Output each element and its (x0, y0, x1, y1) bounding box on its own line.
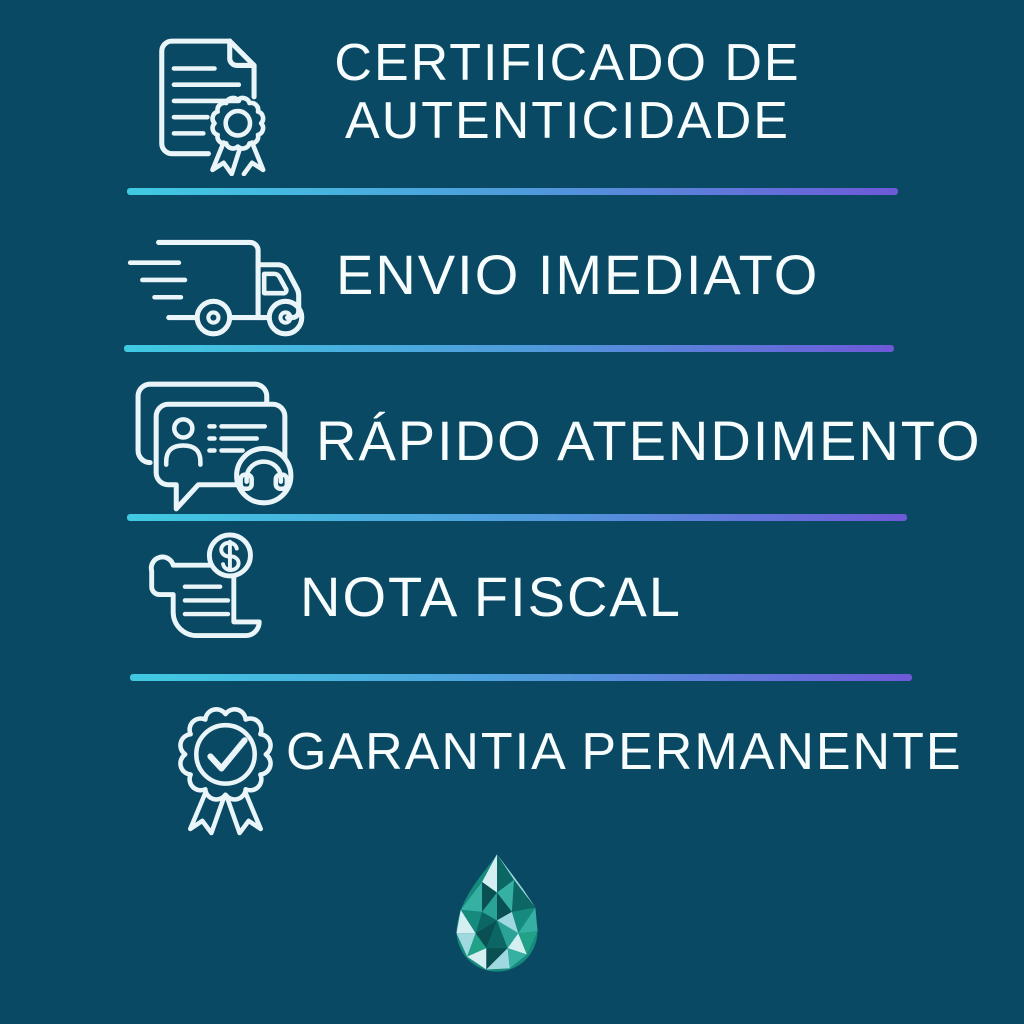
benefit-label-garantia: GARANTIA PERMANENTE (286, 723, 963, 781)
faceted-gem-logo (443, 850, 551, 978)
divider (124, 345, 894, 352)
delivery-truck-icon (120, 226, 318, 338)
chat-support-icon (126, 376, 312, 512)
divider (127, 188, 898, 195)
benefit-title (295, 34, 840, 150)
invoice-icon (138, 530, 270, 662)
benefit-title-line2: AUTENTICIDADE (345, 92, 790, 150)
benefit-label-envio: ENVIO IMEDIATO (336, 243, 820, 306)
divider (130, 674, 912, 681)
award-badge-icon (168, 700, 284, 836)
benefit-label-nota-fiscal: NOTA FISCAL (300, 565, 682, 628)
benefit-title-line1: CERTIFICADO DE (334, 34, 801, 92)
benefit-label-atendimento: RÁPIDO ATENDIMENTO (316, 409, 982, 472)
divider (127, 514, 907, 521)
certificate-icon (150, 34, 278, 176)
